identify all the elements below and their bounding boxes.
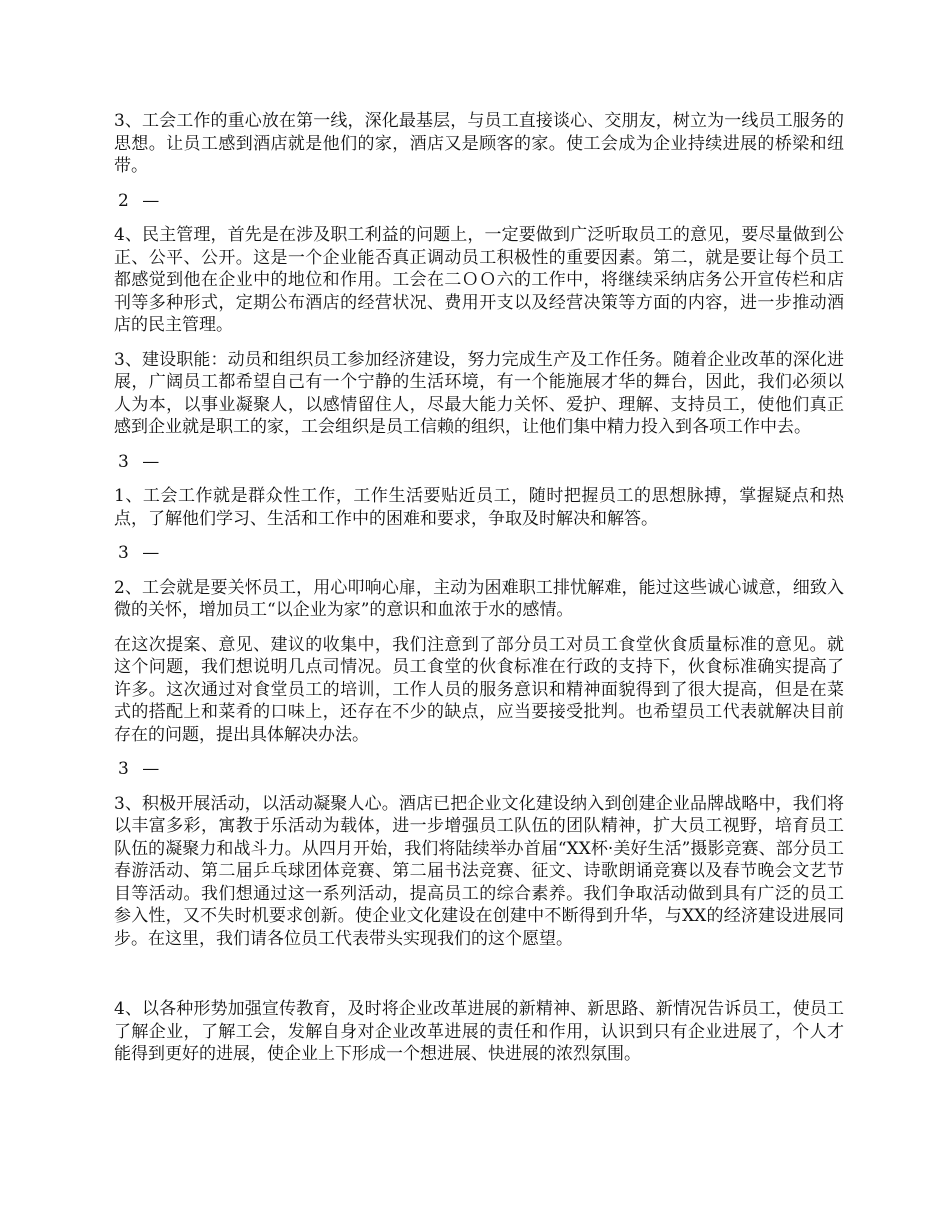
paragraph: 在这次提案、意见、建议的收集中，我们注意到了部分员工对员工食堂伙食质量标准的意见。就这个问题，我们想说明几点司情况。员工食堂的伙食标准在行政的支持下，伙食标准确实提高了许多。这次通过对食堂员工的培训，工作人员的服务意识和精神面貌得到了很大提高，但是在菜式的搭配上和菜肴的口味上，还存在不少的缺点，应当要接受批判。也希望员工代表就解决目前存在的问题，提出具体解决办法。 bbox=[114, 634, 844, 745]
page-number: 3 — bbox=[118, 451, 164, 472]
paragraph: 4、以各种形势加强宣传教育，及时将企业改革进展的新精神、新思路、新情况告诉员工，使员工了解企业，了解工会，发解自身对企业改革进展的责任和作用，认识到只有企业进展了，个人才能得到更好的进展，使企业上下形成一个想进展、快进展的浓烈氛围。 bbox=[114, 999, 844, 1064]
page-number: 3 — bbox=[118, 543, 164, 563]
paragraph: 2、工会就是要关怀员工，用心叩响心扉，主动为困难职工排忧解难，能过这些诚心诚意，细致入微的关怀，增加员工“以企业为家”的意识和血浓于水的感情。 bbox=[114, 577, 844, 620]
page-number: 3 — bbox=[118, 759, 164, 779]
paragraph: 3、积极开展活动，以活动凝聚人心。酒店已把企业文化建设纳入到创建企业品牌战略中，我们将以丰富多彩，寓教于乐活动为载体，进一步增强员工队伍的团队精神，扩大员工视野，培育员工队伍的凝聚力和战斗力。从四月开始，我们将陆续举办首届“XX杯·美好生活”摄影竞赛、部分员工春游活动、第二届乒乓球团体竞赛、第二届书法竞赛、征文、诗歌朗诵竞赛以及春节晚会文艺节目等活动。我们想通过这一系列活动，提高员工的综合素养。我们争取活动做到具有广泛的员工参入性，又不失时机要求创新。使企业文化建设在创建中不断得到升华，与XX的经济建设进展同步。在这里，我们请各位员工代表带头实现我们的这个愿望。 bbox=[114, 793, 844, 949]
paragraph: 3、工会工作的重心放在第一线，深化最基层，与员工直接谈心、交朋友，树立为一线员工服务的思想。让员工感到酒店就是他们的家，酒店又是顾客的家。使工会成为企业持续进展的桥梁和纽带。 bbox=[114, 111, 844, 176]
document-page bbox=[114, 110, 844, 1078]
paragraph: 1、工会工作就是群众性工作，工作生活要贴近员工，随时把握员工的思想脉搏，掌握疑点和热点，了解他们学习、生活和工作中的困难和要求，争取及时解决和解答。 bbox=[114, 486, 844, 529]
paragraph: 3、建设职能：动员和组织员工参加经济建设，努力完成生产及工作任务。随着企业改革的深化进展，广阔员工都希望自己有一个宁静的生活环境，有一个能施展才华的舞台，因此，我们必须以人为本，以事业凝聚人，以感情留住人，尽最大能力关怀、爱护、理解、支持员工，使他们真正感到企业就是职工的家，工会组织是员工信赖的组织，让他们集中精力投入到各项工作中去。 bbox=[114, 349, 844, 437]
paragraph: 4、民主管理，首先是在涉及职工利益的问题上，一定要做到广泛听取员工的意见，要尽量做到公正、公平、公开。这是一个企业能否真正调动员工积极性的重要因素。第二，就是要让每个员工都感觉到他在企业中的地位和作用。工会在二ＯＯ六的工作中，将继续采纳店务公开宣传栏和店刊等多种形式，定期公布酒店的经营状况、费用开支以及经营决策等方面的内容，进一步推动酒店的民主管理。 bbox=[114, 225, 844, 335]
page-number: 2 — bbox=[118, 190, 164, 211]
